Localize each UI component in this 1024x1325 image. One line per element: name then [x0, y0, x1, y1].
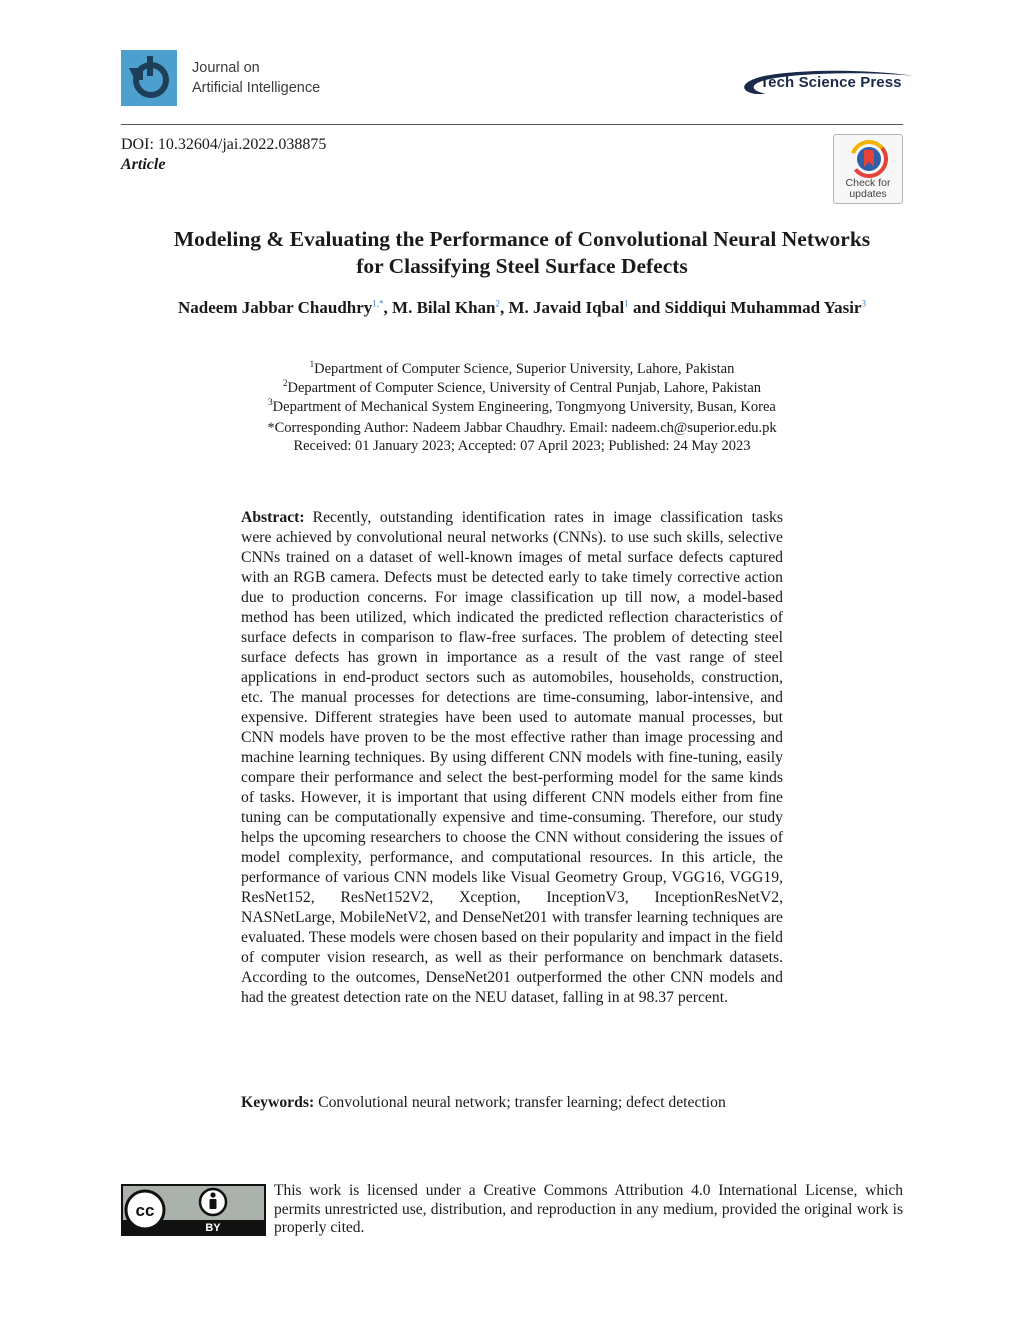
affiliation-number: 1 [309, 359, 315, 370]
journal-name [192, 58, 320, 98]
author-affiliation-ref[interactable]: 1 [624, 298, 629, 309]
publication-dates: Received: 01 January 2023; Accepted: 07 April 2023; Published: 24 May 2023 [293, 438, 751, 454]
author-name: M. Javaid Iqbal [508, 298, 625, 317]
affiliation [110, 360, 934, 379]
author-list [110, 297, 934, 319]
title-line2: for Classifying Steel Surface Defects [356, 254, 688, 278]
author-affiliation-ref[interactable]: 3 [861, 298, 866, 309]
affiliations [110, 360, 934, 438]
author-name: Nadeem Jabbar Chaudhry [178, 298, 373, 317]
license-notice: This work is licensed under a Creative Commons Attribution 4.0 International License, which permits unrestricted use, distribution, and reproduction in any medium, provided the original work is properly cited. [274, 1182, 903, 1236]
author-separator: and [628, 298, 665, 317]
by-badge-label: BY [205, 1222, 221, 1234]
affiliation-text: Department of Computer Science, University of Central Punjab, Lahore, Pakistan [287, 380, 762, 396]
affiliation-number: 3 [268, 397, 273, 408]
paper-title [110, 226, 934, 280]
author-affiliation-ref[interactable]: 1,* [372, 298, 384, 309]
journal-name-line2: Artificial Intelligence [192, 80, 321, 96]
header-divider [121, 124, 903, 125]
affiliation-number: 2 [282, 378, 288, 389]
check-updates-label [834, 178, 902, 199]
author-separator: , [499, 298, 509, 317]
author-separator: , [383, 298, 393, 317]
keywords-text: Convolutional neural network; transfer learning; defect detection [318, 1094, 726, 1111]
abstract-text: Recently, outstanding identification rates in image classification tasks were achieved by convolutional neural networks (CNNs). to use such skills, selective CNNs trained on a dataset of well-known images of metal surface defects captured with an RGB camera. Defects must be detected early to take timely corrective action due to production concerns. For image classification up till now, a model-based method has been utilized, which indicated the predicted reflection characteristics of surface defects in comparison to flaw-free surfaces. The problem of detecting steel surface defects has grown in importance as a result of the vast range of steel applications in end-product sectors such as automobiles, households, construction, etc. The manual processes for detections are time-consuming, labor-intensive, and expensive. Different strategies have been used to automate manual processes, but CNN models have proven to be the most effective rather than image processing and machine learning techniques. By using different CNN models with fine-tuning, easily compare their performance and select the best-performing model for the same kinds of tasks. However, it is important that using different CNN models either from fine tuning can be computationally expensive and time-consuming. Therefore, our study helps the upcoming researchers to choose the CNN without considering the issues of model complexity, performance, and computational resources. In this article, the performance of various CNN models like Visual Geometry Group, VGG16, VGG19, ResNet152, ResNet152V2, Xception, InceptionV3, InceptionResNetV2, NASNetLarge, MobileNetV2, and DenseNet201 with transfer learning techniques are evaluated. These models were chosen based on their popularity and impact in the field of computer vision research, as well as their performance on benchmark datasets. According to the outcomes, DenseNet201 outperformed the other CNN models and had the greatest detection rate on the NEU dataset, falling in at 98.37 percent. [241, 509, 783, 1006]
cc-by-license-badge[interactable] [121, 1184, 266, 1236]
check-for-updates-button[interactable] [833, 134, 903, 204]
keywords [241, 1093, 801, 1113]
affiliation [110, 398, 934, 417]
check-updates-line1: Check for [845, 177, 891, 189]
affiliation-text: Department of Mechanical System Engineering, Tongmyong University, Busan, Korea [272, 399, 776, 415]
abstract [241, 508, 783, 1008]
journal-name-line1: Journal on [192, 60, 260, 76]
check-updates-line2: updates [849, 187, 887, 200]
check-updates-icon [850, 140, 888, 178]
publisher-logo-group [736, 70, 918, 98]
corresponding-author: *Corresponding Author: Nadeem Jabbar Chaudhry. Email: nadeem.ch@superior.edu.pk [267, 420, 777, 436]
title-line1: Modeling & Evaluating the Performance of Convolutional Neural Networks [173, 227, 871, 251]
author-name: M. Bilal Khan [392, 298, 496, 317]
author-affiliation-ref[interactable]: 2 [495, 298, 500, 309]
affiliation-text: Department of Computer Science, Superior University, Lahore, Pakistan [314, 361, 735, 377]
affiliation [110, 379, 934, 398]
journal-logo [121, 50, 177, 106]
author-name: Siddiqui Muhammad Yasir [664, 298, 862, 317]
cc-badge-label: cc [135, 1201, 155, 1220]
abstract-label: Abstract: [241, 509, 305, 526]
keywords-label: Keywords: [241, 1094, 315, 1111]
publisher-name: Tech Science Press [760, 74, 902, 91]
doi[interactable]: DOI: 10.32604/jai.2022.038875 [121, 136, 327, 153]
article-type: Article [121, 156, 166, 173]
